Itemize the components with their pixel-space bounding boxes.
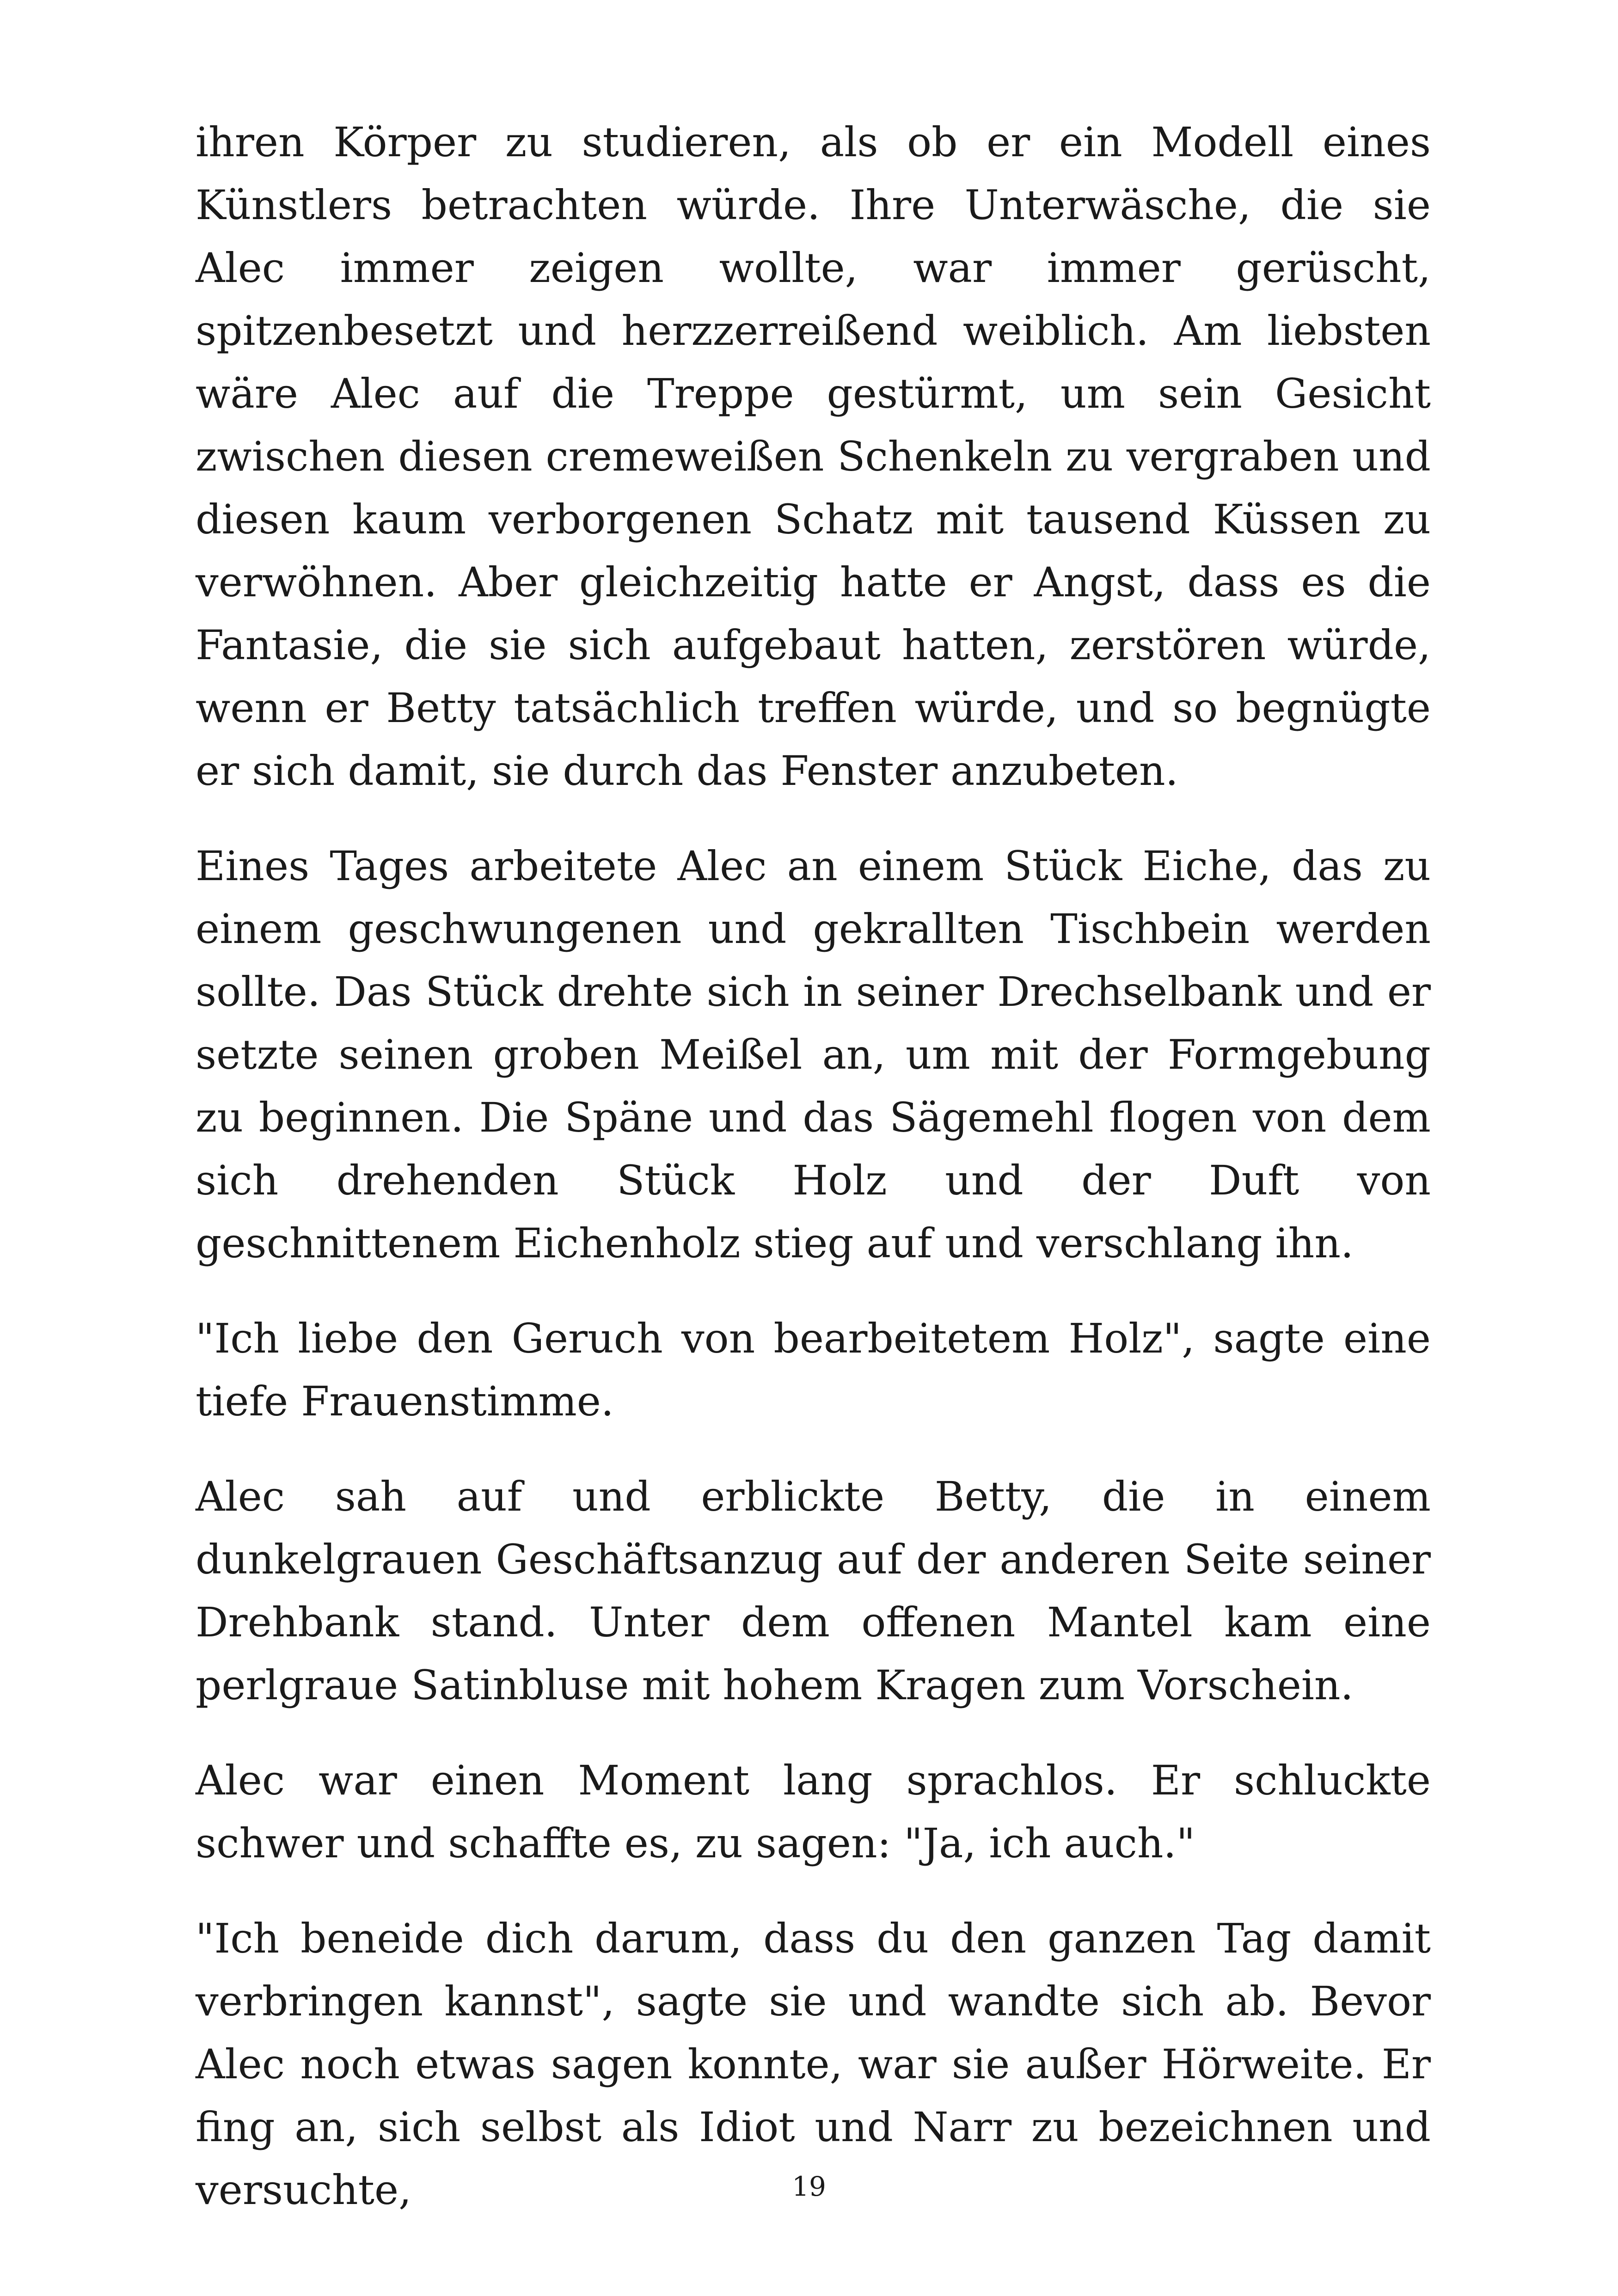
page-number: 19: [792, 2171, 826, 2202]
paragraph: Alec war einen Moment lang sprachlos. Er schluckte schwer und schaffte es, zu sagen: "Ja, ich auch.": [196, 1757, 1431, 1867]
body-text: [196, 111, 1431, 2254]
paragraph: "Ich liebe den Geruch von bearbeitetem Holz", sagte eine tiefe Frauenstimme.: [196, 1315, 1431, 1425]
paragraph: "Ich beneide dich darum, dass du den ganzen Tag damit verbringen kannst", sagte sie und wandte sich ab. Bevor Alec noch etwas sagen konnte, war sie außer Hörweite. Er fing an, sich selbst als Idiot und Narr zu bezeichnen und versuchte,: [196, 1915, 1431, 2214]
paragraph: ihren Körper zu studieren, als ob er ein Modell eines Künstlers betrachten würde. Ihre Unterwäsche, die sie Alec immer zeigen wollte, war immer gerüscht, spitzenbesetzt und herzzerreißend weiblich. Am liebsten wäre Alec auf die Treppe gestürmt, um sein Gesicht zwischen diesen cremeweißen Schenkeln zu vergraben und diesen kaum verborgenen Schatz mit tausend Küssen zu verwöhnen. Aber gleichzeitig hatte er Angst, dass es die Fantasie, die sie sich aufgebaut hatten, zerstören würde, wenn er Betty tatsächlich treffen würde, und so begnügte er sich damit, sie durch das Fenster anzubeten.: [196, 118, 1431, 795]
paragraph: Eines Tages arbeitete Alec an einem Stück Eiche, das zu einem geschwungenen und gekrallten Tischbein werden sollte. Das Stück drehte sich in seiner Drechselbank und er setzte seinen groben Meißel an, um mit der Formgebung zu beginnen. Die Späne und das Sägemehl flogen von dem sich drehenden Stück Holz und der Duft von geschnittenem Eichenholz stieg auf und verschlang ihn.: [196, 842, 1431, 1267]
paragraph: Alec sah auf und erblickte Betty, die in einem dunkelgrauen Geschäftsanzug auf der anderen Seite seiner Drehbank stand. Unter dem offenen Mantel kam eine perlgraue Satinbluse mit hohem Kragen zum Vorschein.: [196, 1473, 1431, 1709]
